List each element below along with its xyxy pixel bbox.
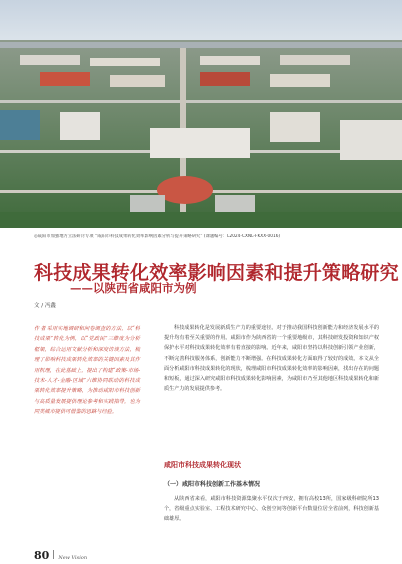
footer-divider <box>53 550 54 559</box>
abstract-text: 采用实地调研和问卷调查的方法，以“科技成果”转化为例，以“党政民”三维度为分析框架，综合运用文献分析和深度访谈方法，梳理了影响科技成果转化效率的关键因素及其作用机理，在此基础上，提出了构建“政策-市场-技术-人才-金融-区域”六维协同联动的科技成果转化效率提升策略，为推动咸阳市科技创新与高质量发展提供理论参考和实践指导，也为同类城市提供可借鉴的思路与经验。 <box>34 326 140 416</box>
abstract-label: 作者 <box>34 326 47 332</box>
aerial-campus-photo <box>0 0 402 228</box>
page-footer <box>34 544 87 563</box>
page-number: 80 <box>34 549 50 562</box>
author-byline: 文 / 冯鑫 <box>34 303 56 309</box>
subsection-heading: （一）咸阳市科技创新工作基本情况 <box>164 481 261 488</box>
abstract-block <box>34 324 140 418</box>
article-subtitle: ——以陕西省咸阳市为例 <box>70 281 197 295</box>
body-paragraph-1: 科技成果转化是发展新质生产力的重要途径。对于推动我国科技创新能力和经济发展水平的提升均有着至关重要的作用。咸阳市作为陕西省的一个重要地级市，其科技研发投资和知识产权保护水平对科技成果转化效率有着直接的影响。近年来，咸阳市坚持以科技创新引领产业创新，不断完善科技服务体系，创新能力不断增强。在科技成果转化方面取得了较好的成效。本文从全面分析咸阳市科技成果转化的现状，梳理咸阳市科技成果转化效率的影响因素，找出存在的问题和短板，通过深入研究咸阳市科技成果转化影响因素，为咸阳市乃至其他地区科技成果转化和新质生产力的发展提供参考。 <box>164 325 379 393</box>
publication-name: New Vision <box>58 555 88 561</box>
article-title: 科技成果转化效率影响因素和提升策略研究 <box>34 262 399 284</box>
photo-caption: ◎咸阳市加强地方立法研讨专项 “咸阳市科技成果转化效率影响因素分析与提升策略研究” (课题编号：L2024-CXNL-FKXX-0016) <box>34 234 281 239</box>
section-heading: 咸阳市科技成果转化现状 <box>164 461 241 469</box>
body-paragraph-2: 从陕西省来看，咸阳市科技资源集聚水平仅次于西安，拥有高校13所，国家级科研院所13个，省级重点实验室、工程技术研究中心、众创空间等创新平台数量位居全省前列，科技创新基础雄厚。 <box>164 496 379 523</box>
